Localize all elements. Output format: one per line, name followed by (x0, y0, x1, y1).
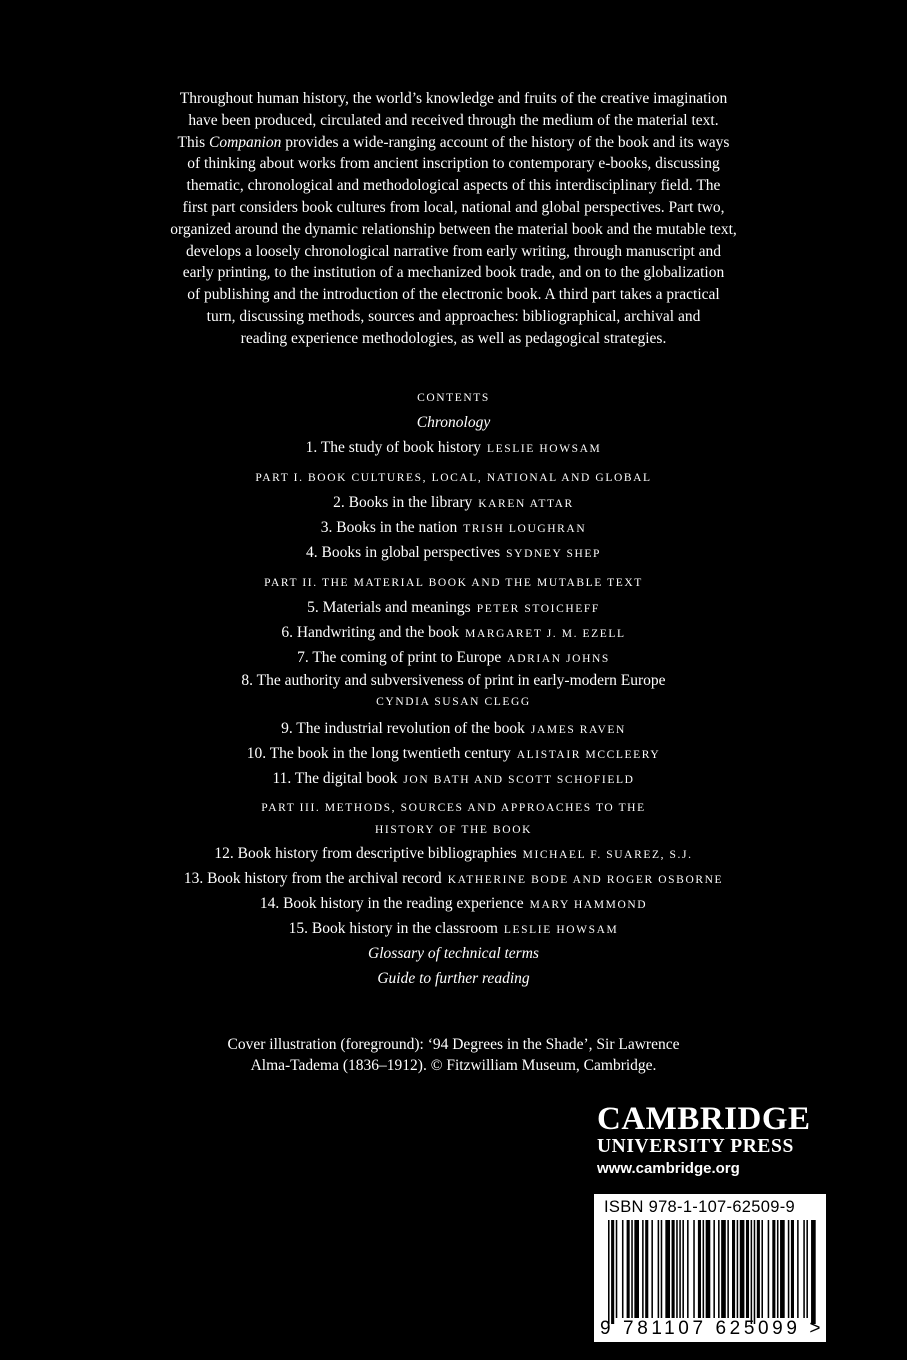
contents-entry (150, 766, 757, 791)
isbn-barcode (594, 1194, 826, 1342)
chapter-author: LESLIE HOWSAM (486, 443, 602, 455)
part-heading: HISTORY OF THE BOOK (374, 824, 533, 836)
barcode-bar (732, 1220, 735, 1318)
blurb-text: provides a wide-ranging account of the history of the book and its ways (281, 133, 730, 151)
barcode-bar (634, 1220, 639, 1318)
chapter-author: MARY HAMMOND (529, 899, 648, 911)
barcode-bar (645, 1220, 648, 1318)
barcode-bar (780, 1220, 785, 1318)
chapter-title: 8. The authority and subversiveness of print in early-modern Europe (241, 672, 666, 689)
publisher-logo (597, 1102, 837, 1180)
blurb-line: of thinking about works from ancient inscription to contemporary e-books, discussing (187, 155, 720, 173)
barcode-bar (693, 1220, 695, 1318)
part-heading: PART I. BOOK CULTURES, LOCAL, NATIONAL AND GLOBAL (255, 472, 652, 484)
chapter-title: 6. Handwriting and the book (281, 624, 460, 641)
blurb-line: of publishing and the introduction of the electronic book. A third part takes a practical (187, 286, 720, 304)
blurb-line: have been produced, circulated and received through the medium of the material text. (188, 111, 719, 129)
publisher-subtitle: UNIVERSITY PRESS (597, 1136, 794, 1157)
publisher-name: CAMBRIDGE (597, 1101, 811, 1137)
blurb-companion-italic: Companion (208, 133, 282, 151)
barcode-bar (658, 1220, 660, 1318)
chapter-title: 12. Book history from descriptive bibliographies (214, 845, 517, 862)
barcode-bar (757, 1220, 760, 1318)
chapter-author: LESLIE HOWSAM (503, 924, 619, 936)
barcode-bar (676, 1220, 678, 1318)
chapter-author: ADRIAN JOHNS (507, 653, 610, 665)
chapter-title: 11. The digital book (272, 770, 398, 787)
barcode-bar (737, 1220, 739, 1318)
barcode-bar (797, 1220, 799, 1318)
chapter-author: CYNDIA SUSAN CLEGG (376, 696, 531, 708)
barcode-bar (661, 1220, 663, 1318)
barcode-bar (706, 1220, 711, 1318)
chapter-author: MICHAEL F. SUAREZ, S.J. (522, 849, 693, 861)
chapter-author: MARGARET J. M. EZELL (465, 628, 626, 640)
barcode-bar (665, 1220, 670, 1318)
barcode-bar (627, 1220, 630, 1318)
contents-entry (150, 540, 757, 565)
contents-entry (150, 435, 757, 460)
chapter-title: 14. Book history in the reading experience (259, 895, 524, 912)
chapter-title: 2. Books in the library (333, 494, 473, 511)
contents-entry (150, 841, 757, 866)
chapter-author: KATHERINE BODE AND ROGER OSBORNE (447, 874, 724, 886)
barcode-bar (698, 1220, 701, 1318)
blurb-line: thematic, chronological and methodological aspects of this interdisciplinary field. The (186, 177, 721, 195)
barcode-bar (608, 1220, 610, 1324)
barcode-bar (721, 1220, 726, 1318)
contents-entry (150, 595, 757, 620)
contents-glossary: Glossary of technical terms (368, 945, 539, 962)
chapter-author: JON BATH AND SCOTT SCHOFIELD (403, 774, 635, 786)
contents-entry (150, 891, 757, 916)
chapter-title: 15. Book history in the classroom (288, 920, 498, 937)
barcode-bar (754, 1220, 756, 1324)
barcode-bar (718, 1220, 720, 1318)
contents-entry (150, 620, 757, 645)
barcode-bar (672, 1220, 675, 1318)
barcode-bar (777, 1220, 779, 1318)
publisher-url: www.cambridge.org (597, 1160, 740, 1177)
credit-line: Cover illustration (foreground): ‘94 Degrees in the Shade’, Sir Lawrence (227, 1036, 680, 1053)
chapter-title: 13. Book history from the archival record (183, 870, 442, 887)
chapter-author: ALISTAIR MCCLEERY (516, 749, 661, 761)
blurb-line: early printing, to the institution of a mechanized book trade, and on to the globalization (182, 264, 725, 282)
contents-entry (150, 670, 757, 692)
barcode-bar (811, 1220, 816, 1324)
blurb-line: reading experience methodologies, as well as pedagogical strategies. (240, 329, 667, 347)
chapter-author: KAREN ATTAR (478, 498, 574, 510)
barcode-bar (713, 1220, 715, 1318)
contents-entry (150, 916, 757, 941)
barcode-bar (788, 1220, 790, 1318)
contents-guide: Guide to further reading (377, 970, 530, 987)
barcode-bar (806, 1220, 808, 1318)
barcode-bar (803, 1220, 805, 1318)
barcode-bar (642, 1220, 644, 1318)
chapter-title: 7. The coming of print to Europe (297, 649, 502, 666)
table-of-contents (150, 386, 757, 991)
contents-entry (150, 741, 757, 766)
back-cover-blurb (140, 88, 767, 350)
chapter-author: PETER STOICHEFF (476, 603, 600, 615)
contents-entry (150, 866, 757, 891)
blurb-line: Throughout human history, the world’s knowledge and fruits of the creative imagination (179, 90, 728, 107)
barcode-digits: 9 781107 625099 > (600, 1318, 825, 1339)
barcode-bar (679, 1220, 681, 1318)
chapter-author: JAMES RAVEN (530, 724, 626, 736)
contents-entry (150, 515, 757, 540)
blurb-text: This (177, 133, 209, 151)
contents-entry (150, 490, 757, 515)
barcode-bar (687, 1220, 689, 1318)
barcode-bar (791, 1220, 794, 1318)
chapter-title: 5. Materials and meanings (307, 599, 471, 616)
blurb-line: organized around the dynamic relationship between the material book and the mutable text, (170, 220, 737, 238)
chapter-title: 10. The book in the long twentieth century (246, 745, 511, 762)
isbn-label: ISBN 978-1-107-62509-9 (604, 1198, 795, 1216)
barcode-bar (611, 1220, 614, 1324)
contents-entry (150, 716, 757, 741)
barcode-bar (631, 1220, 633, 1318)
barcode-bar (746, 1220, 749, 1318)
barcode-bar (703, 1220, 705, 1318)
barcode-bar (616, 1220, 618, 1318)
barcode-bar (740, 1220, 745, 1318)
barcode-bar (727, 1220, 729, 1318)
blurb-line (140, 132, 767, 154)
barcode-bar (761, 1220, 763, 1318)
chapter-title: 3. Books in the nation (320, 519, 458, 536)
barcode-bar (622, 1220, 624, 1318)
blurb-line: turn, discussing methods, sources and approaches: bibliographical, archival and (206, 307, 701, 325)
credit-line: Alma-Tadema (1836–1912). © Fitzwilliam Museum, Cambridge. (250, 1057, 657, 1074)
chapter-author: SYDNEY SHEP (506, 548, 601, 560)
barcode-bar (768, 1220, 770, 1318)
blurb-line: first part considers book cultures from local, national and global perspectives. Part two, (182, 198, 725, 216)
chapter-author: TRISH LOUGHRAN (463, 523, 587, 535)
part-heading: PART III. METHODS, SOURCES AND APPROACHES TO THE (261, 802, 646, 814)
contents-heading: CONTENTS (417, 392, 490, 404)
barcode-bar (772, 1220, 775, 1318)
blurb-line: develops a loosely chronological narrative from early writing, through manuscript and (185, 242, 722, 260)
cover-illustration-credit (150, 1034, 757, 1076)
contents-entry (150, 645, 757, 670)
part-heading: PART II. THE MATERIAL BOOK AND THE MUTABLE TEXT (264, 577, 643, 589)
barcode-bar (751, 1220, 753, 1324)
chapter-title: 4. Books in global perspectives (306, 544, 501, 561)
chapter-title: 9. The industrial revolution of the book (281, 720, 525, 737)
barcode-bar (651, 1220, 653, 1318)
contents-chronology: Chronology (416, 414, 491, 431)
chapter-title: 1. The study of book history (305, 439, 481, 456)
barcode-bar (682, 1220, 684, 1318)
